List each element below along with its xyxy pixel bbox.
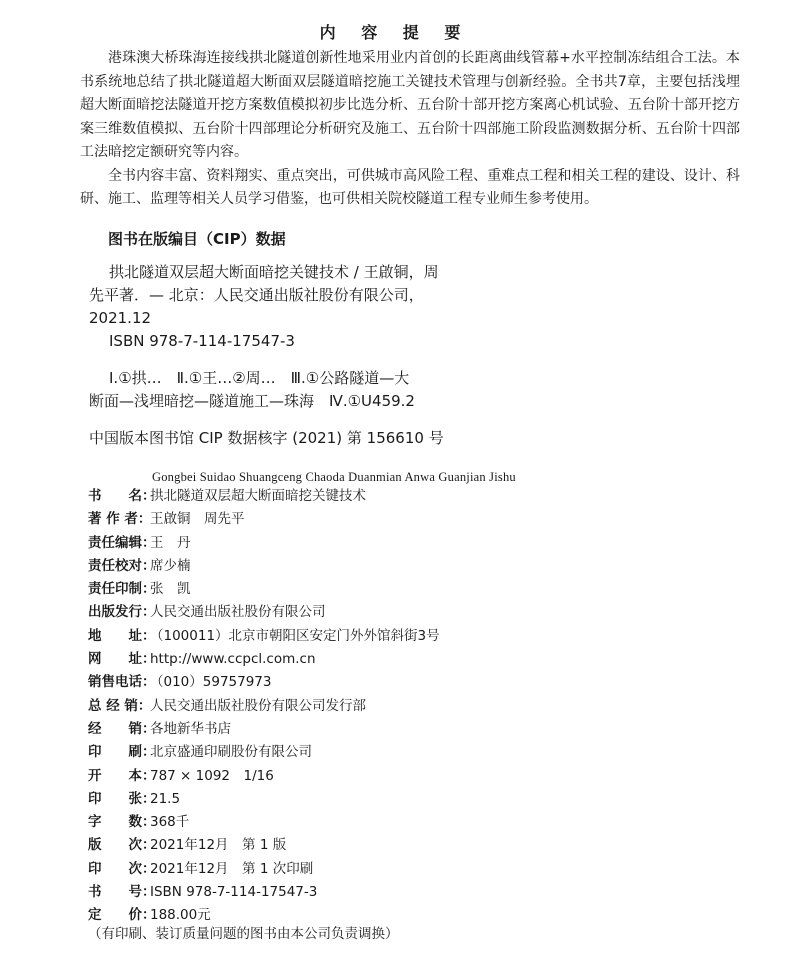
colophon-value: 王啟铜 周先平 — [150, 511, 245, 528]
colophon-label: 定 价： — [88, 907, 156, 924]
colophon-row — [88, 765, 688, 788]
spacer — [89, 353, 529, 367]
colophon-row — [88, 555, 688, 578]
colophon-row — [88, 695, 688, 718]
colophon-row — [88, 788, 688, 811]
colophon-value: 2021年12月 第 1 版 — [150, 837, 287, 854]
colophon-value: 张 凯 — [150, 581, 191, 598]
colophon-label: 版 次： — [88, 837, 156, 854]
colophon-row — [88, 741, 688, 764]
colophon-value: 人民交通出版社股份有限公司发行部 — [150, 697, 366, 714]
colophon-label: 销售电话： — [88, 674, 156, 691]
colophon-value: （010）59757973 — [150, 674, 272, 691]
colophon-value: 2021年12月 第 1 次印刷 — [150, 860, 314, 877]
colophon-label: 书 名： — [88, 488, 156, 504]
colophon-label: 网 址： — [88, 651, 156, 668]
summary-title: 内 容 提 要 — [319, 23, 471, 42]
colophon-value: 各地新华书店 — [150, 720, 231, 737]
spacer — [89, 413, 529, 427]
colophon-row — [88, 881, 688, 904]
colophon-label: 经 销： — [88, 720, 156, 737]
colophon-label: 印 张： — [88, 790, 156, 807]
colophon-label: 书 号： — [88, 884, 156, 901]
colophon-row — [88, 485, 688, 508]
cip-line: 断面—浅埋暗挖—隧道施工—珠海 Ⅳ.①U459.2 — [89, 392, 415, 410]
colophon-value: 人民交通出版社股份有限公司 — [150, 604, 326, 621]
colophon-row — [88, 858, 688, 881]
colophon-label: 字 数： — [88, 814, 156, 831]
colophon-label: 责任印制： — [88, 581, 156, 598]
colophon-value: 21.5 — [150, 790, 181, 807]
colophon — [88, 485, 688, 928]
colophon-label: 责任编辑： — [88, 534, 156, 551]
colophon-value: 王 丹 — [150, 534, 191, 551]
cip-data — [89, 261, 529, 450]
colophon-row — [88, 508, 688, 531]
colophon-row — [88, 601, 688, 624]
colophon-row — [88, 671, 688, 694]
cip-number: 中国版本图书馆 CIP 数据核字 (2021) 第 156610 号 — [89, 429, 444, 447]
colophon-row — [88, 532, 688, 555]
colophon-value: 北京盛通印刷股份有限公司 — [150, 744, 312, 761]
website-link[interactable]: http://www.ccpcl.com.cn — [150, 651, 316, 668]
cip-isbn: ISBN 978-7-114-17547-3 — [109, 332, 295, 350]
colophon-row — [88, 811, 688, 834]
colophon-row — [88, 718, 688, 741]
colophon-value: 188.00元 — [150, 907, 211, 924]
colophon-label: 责任校对： — [88, 557, 156, 574]
colophon-value: ISBN 978-7-114-17547-3 — [150, 884, 318, 901]
colophon-label: 开 本： — [88, 767, 156, 784]
summary-paragraph-1: 港珠澳大桥珠海连接线拱北隧道创新性地采用业内首创的长距离曲线管幕+水平控制冻结组合工法。本书系统地总结了拱北隧道超大断面双层隧道暗挖施工关键技术管理与创新经验。全书共7章，主要包括浅埋超大断面暗挖法隧道开挖方案数值模拟初步比选分析、五台阶十部开挖方案离心机试验、五台阶十部开挖方案三维数值模拟、五台阶十四部理论分析研究及施工、五台阶十四部施工阶段监测数据分析、五台阶十四部工法暗挖定额研究等内容。 — [80, 50, 740, 160]
colophon-label: 印 刷： — [88, 744, 156, 761]
colophon-value: （100011）北京市朝阳区安定门外外馆斜街3号 — [150, 627, 440, 644]
pinyin-title: Gongbei Suidao Shuangceng Chaoda Duanmian Anwa Guanjian Jishu — [152, 470, 516, 484]
colophon-row — [88, 834, 688, 857]
colophon-label: 地 址： — [88, 627, 156, 644]
cip-heading: 图书在版编目（CIP）数据 — [108, 230, 286, 248]
colophon-row — [88, 648, 688, 671]
colophon-value: 787 × 1092 1/16 — [150, 767, 274, 784]
cip-line: 拱北隧道双层超大断面暗挖关键技术 / 王啟铜，周 — [109, 263, 439, 281]
cip-line: Ⅰ.①拱… Ⅱ.①王…②周… Ⅲ.①公路隧道—大 — [109, 369, 410, 387]
colophon-value: 368千 — [150, 814, 190, 831]
cip-line: 先平著．— 北京：人民交通出版社股份有限公司， — [89, 286, 424, 304]
colophon-label: 出版发行： — [88, 604, 156, 621]
cip-line: 2021.12 — [89, 309, 152, 327]
colophon-label: 印 次： — [88, 860, 156, 877]
content-summary — [80, 47, 740, 212]
colophon-value: 席少楠 — [150, 557, 191, 574]
colophon-row — [88, 625, 688, 648]
quality-notice: （有印刷、装订质量问题的图书由本公司负责调换） — [88, 926, 399, 942]
colophon-label: 总 经 销： — [88, 697, 152, 714]
colophon-label: 著 作 者： — [88, 511, 152, 528]
colophon-value: 拱北隧道双层超大断面暗挖关键技术 — [150, 488, 366, 504]
summary-paragraph-2: 全书内容丰富、资料翔实、重点突出，可供城市高风险工程、重难点工程和相关工程的建设、设计、科研、施工、监理等相关人员学习借鉴，也可供相关院校隧道工程专业师生参考使用。 — [80, 167, 740, 207]
colophon-row — [88, 578, 688, 601]
